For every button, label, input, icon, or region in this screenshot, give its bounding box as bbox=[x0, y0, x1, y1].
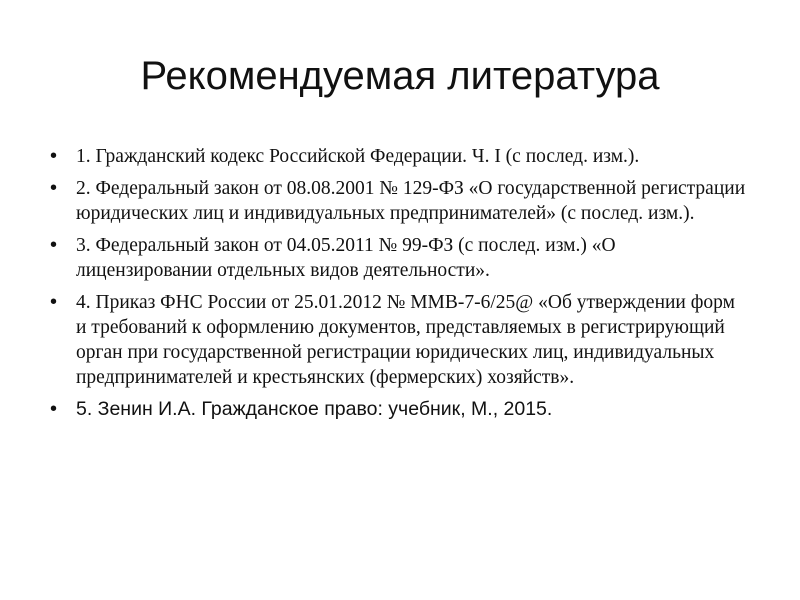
reference-text: 1. Гражданский кодекс Российской Федерации. Ч. I (с послед. изм.). bbox=[76, 146, 640, 167]
bullet-icon: • bbox=[50, 291, 58, 313]
reference-text: 3. Федеральный закон от 04.05.2011 № 99-ФЗ (с послед. изм.) «О лицензировании отдельных видов деятельности». bbox=[76, 235, 616, 281]
bullet-icon: • bbox=[50, 234, 58, 256]
reference-item-4 bbox=[50, 290, 750, 390]
slide-title: Рекомендуемая литература bbox=[140, 54, 660, 98]
bullet-icon: • bbox=[50, 145, 58, 167]
reference-item-3 bbox=[50, 233, 750, 283]
reference-text: 2. Федеральный закон от 08.08.2001 № 129-ФЗ «О государственной регистрации юридических лиц и индивидуальных предпринимателей» (с послед. изм.). bbox=[76, 178, 746, 224]
reference-text: 5. Зенин И.А. Гражданское право: учебник, М., 2015. bbox=[76, 398, 553, 420]
reference-item-1 bbox=[50, 144, 750, 169]
reference-item-2 bbox=[50, 176, 750, 226]
reference-text: 4. Приказ ФНС России от 25.01.2012 № ММВ-7-6/25@ «Об утверждении форм и требований к оформлению документов, представляемых в регистрирующий орган при государственной регистрации юридических лиц, индивидуальных предпринимателей и крестьянских (фермерских) хозяйств». bbox=[76, 292, 735, 388]
reference-list bbox=[50, 144, 750, 429]
reference-item-5 bbox=[50, 397, 750, 422]
bullet-icon: • bbox=[50, 398, 58, 420]
bullet-icon: • bbox=[50, 177, 58, 199]
